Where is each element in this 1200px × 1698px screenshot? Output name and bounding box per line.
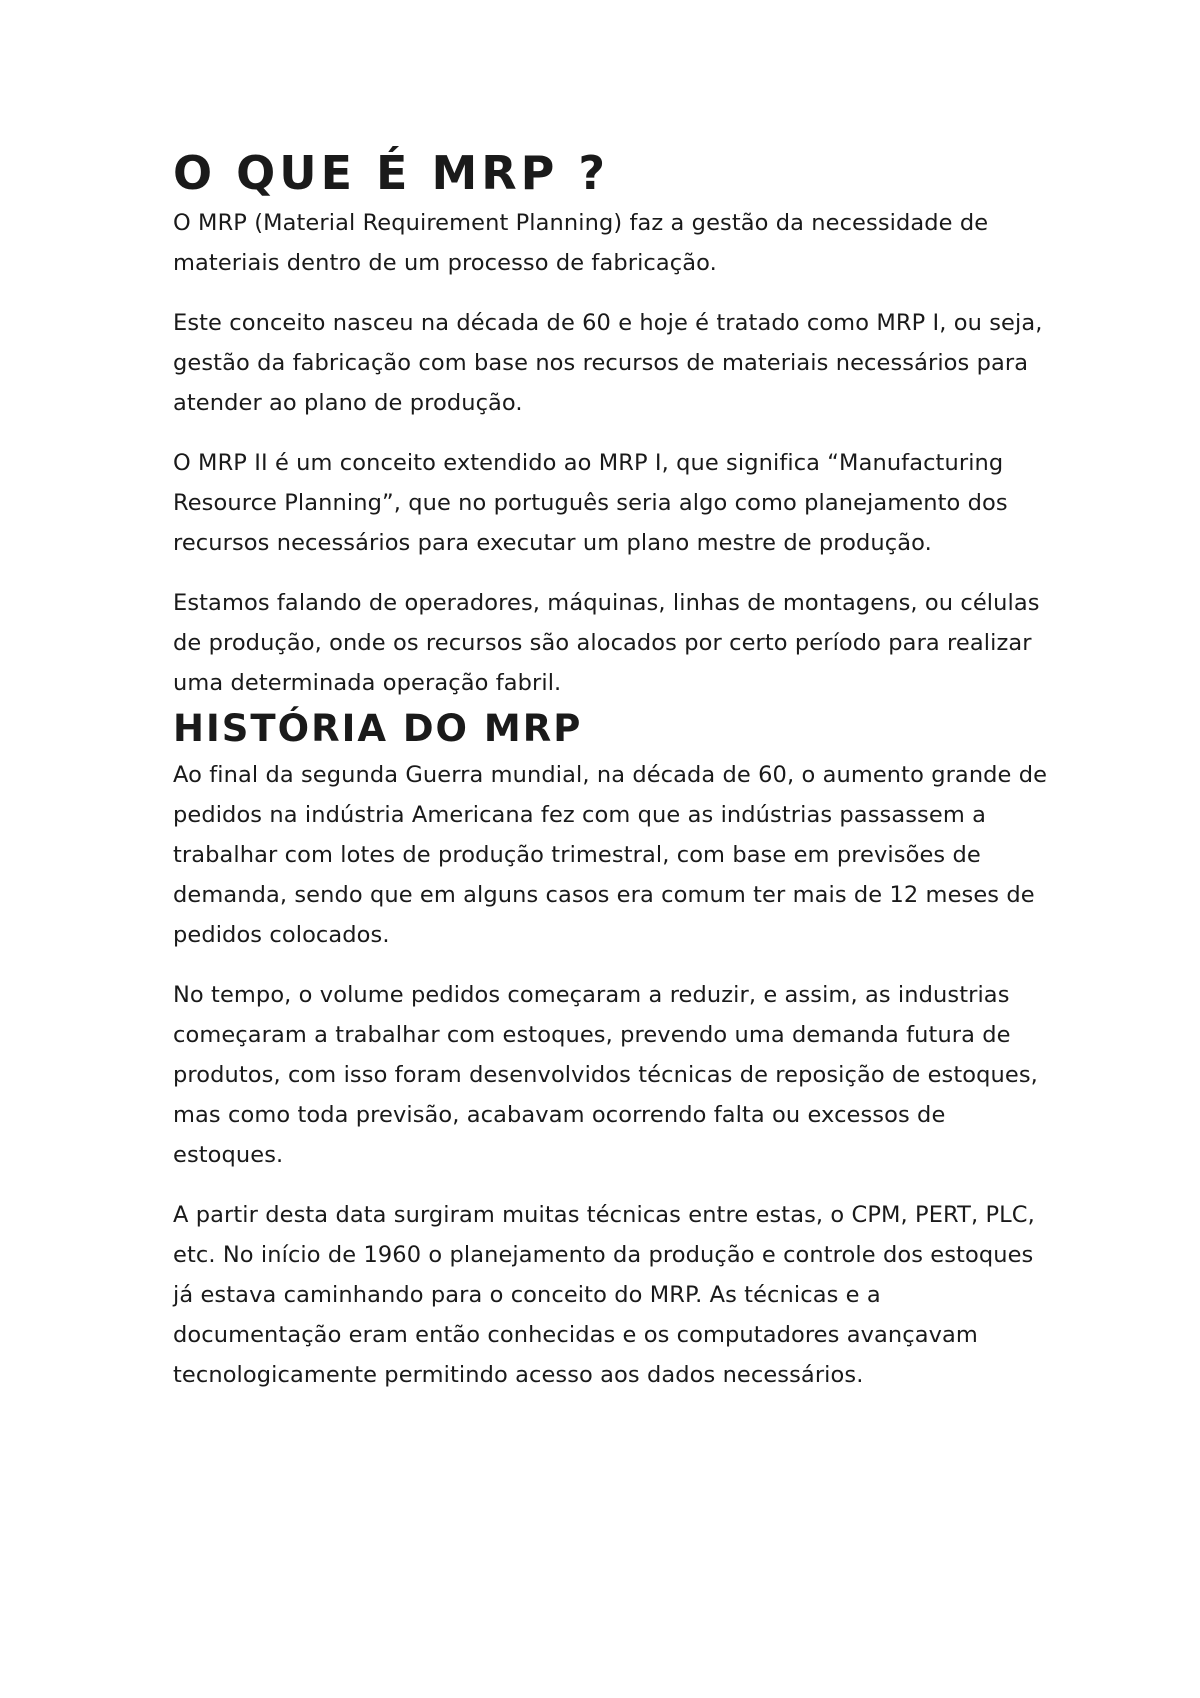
heading-mrp-history: HISTÓRIA DO MRP <box>173 707 583 750</box>
section-what-is-mrp <box>173 143 1053 703</box>
paragraph: O MRP (Material Requirement Planning) faz a gestão da necessidade de materiais dentro de um processo de fabricação. <box>173 210 989 276</box>
document-page <box>173 0 1053 1395</box>
section-mrp-history <box>173 703 1053 1395</box>
paragraph: No tempo, o volume pedidos começaram a reduzir, e assim, as industrias começaram a trabalhar com estoques, prevendo uma demanda futura de produtos, com isso foram desenvolvidos técnicas de reposição de estoques, mas como toda previsão, acabavam ocorrendo falta ou excessos de estoques. <box>173 982 1038 1168</box>
paragraph: Estamos falando de operadores, máquinas, linhas de montagens, ou células de produção, onde os recursos são alocados por certo período para realizar uma determinada operação fabril. <box>173 590 1040 696</box>
paragraph: A partir desta data surgiram muitas técnicas entre estas, o CPM, PERT, PLC, etc. No início de 1960 o planejamento da produção e controle dos estoques já estava caminhando para o conceito do MRP. As técnicas e a documentação eram então conhecidas e os computadores avançavam tecnologicamente permitindo acesso aos dados necessários. <box>173 1202 1035 1388</box>
paragraph: Este conceito nasceu na década de 60 e hoje é tratado como MRP I, ou seja, gestão da fabricação com base nos recursos de materiais necessários para atender ao plano de produção. <box>173 310 1043 416</box>
paragraph: O MRP II é um conceito extendido ao MRP I, que significa “Manufacturing Resource Planning”, que no português seria algo como planejamento dos recursos necessários para executar um plano mestre de produção. <box>173 450 1008 556</box>
paragraph: Ao final da segunda Guerra mundial, na década de 60, o aumento grande de pedidos na indústria Americana fez com que as indústrias passassem a trabalhar com lotes de produção trimestral, com base em previsões de demanda, sendo que em alguns casos era comum ter mais de 12 meses de pedidos colocados. <box>173 762 1048 948</box>
heading-what-is-mrp: O QUE É MRP ? <box>173 146 610 200</box>
